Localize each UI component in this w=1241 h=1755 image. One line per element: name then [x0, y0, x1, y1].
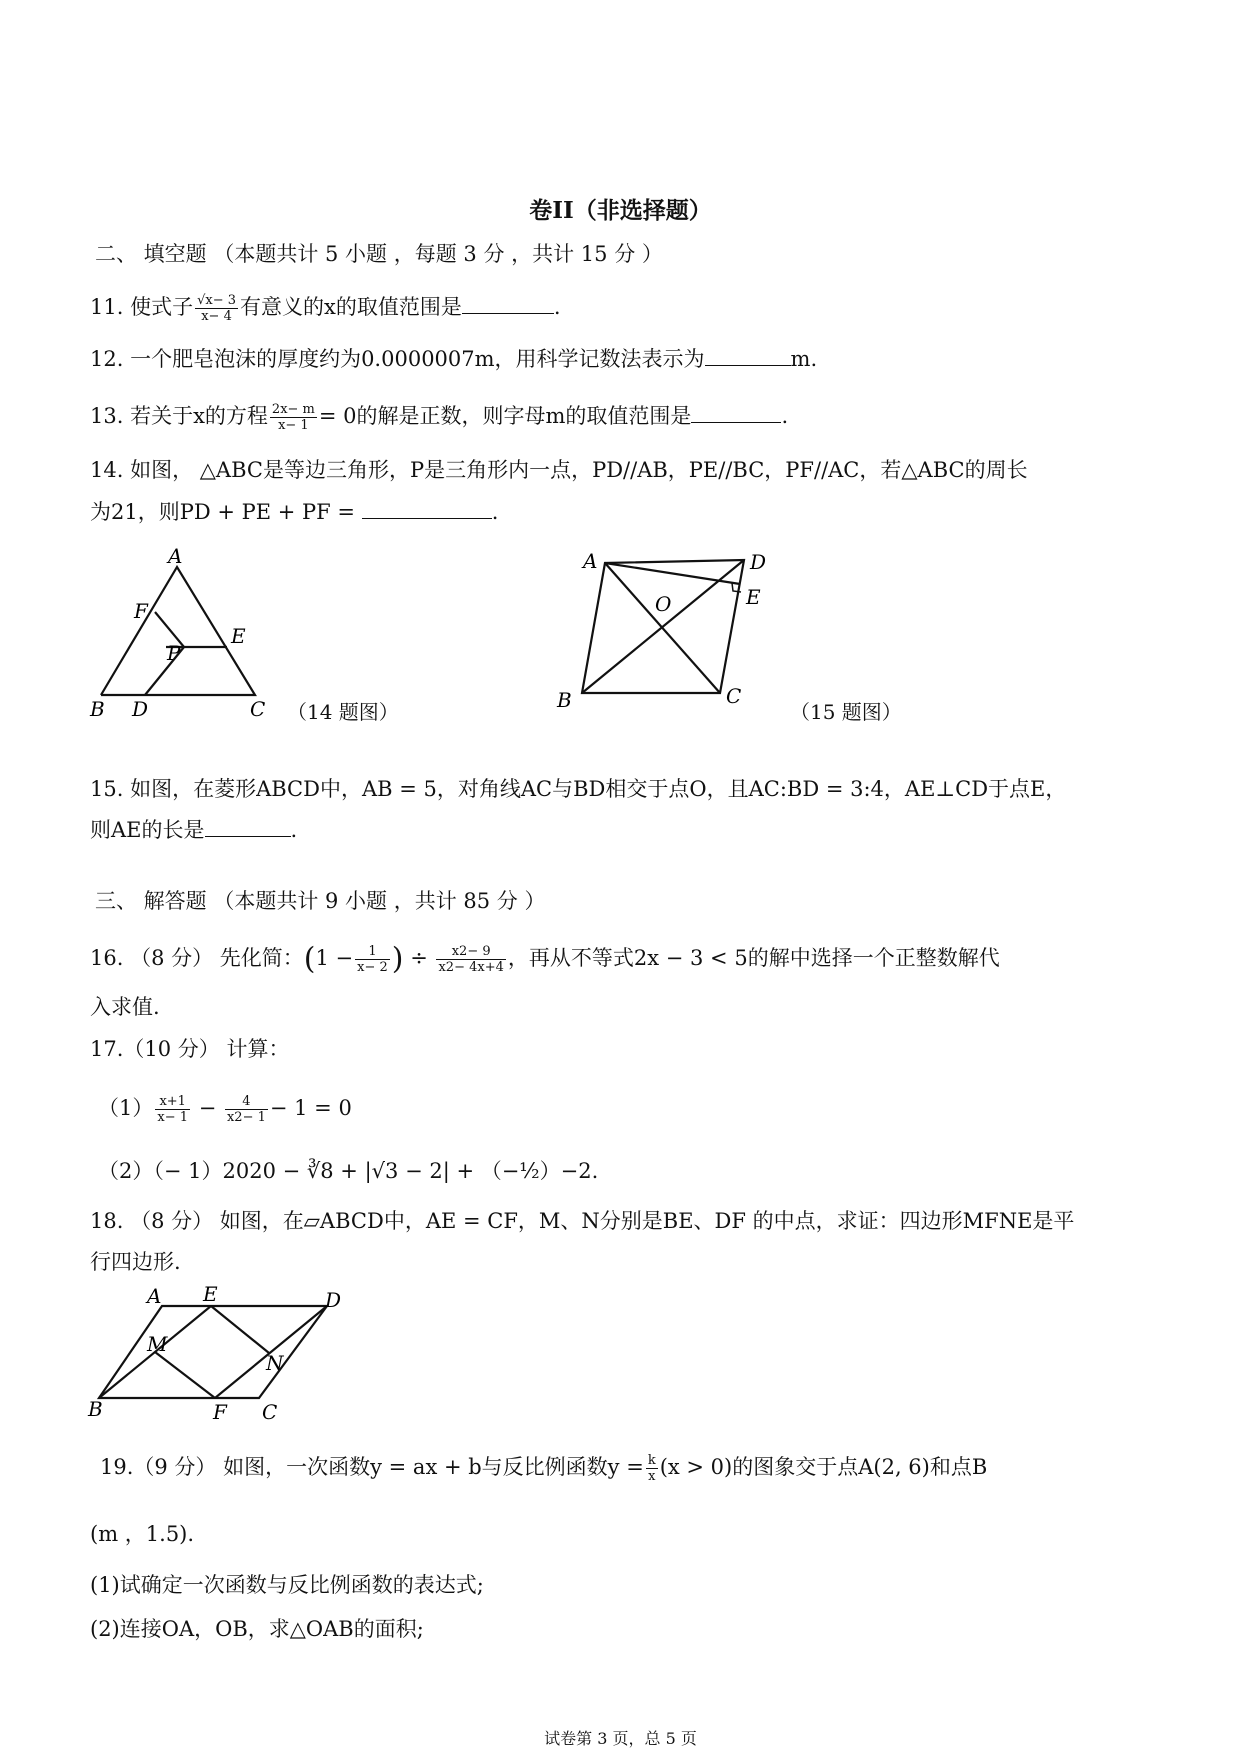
question-14-line-1: 14. 如图， △ABC是等边三角形，P是三角形内一点，PD//AB，PE//BC，PF//AC，若△ABC的周长 [90, 458, 1028, 482]
label-D: D [750, 550, 767, 574]
question-17-heading: 17.（10 分） 计算： [90, 1037, 290, 1061]
section-2-heading: 二、 填空题 （本题共计 5 小题 ，每题 3 分 ，共计 15 分 ） [95, 242, 663, 266]
label-D: D [132, 697, 149, 721]
label-A: A [147, 1284, 162, 1308]
figure-15-caption: （15 题图） [790, 700, 902, 724]
section-3-heading: 三、 解答题 （本题共计 9 小题 ，共计 85 分 ） [95, 889, 546, 913]
question-18-line-2: 行四边形. [90, 1250, 181, 1274]
question-19-line-2: (m ，1.5). [90, 1522, 195, 1546]
label-F: F [134, 599, 148, 623]
question-16-line-2: 入求值. [90, 995, 160, 1019]
q11-fraction: $\frac{√x- 3}{x- 4}$ [197, 293, 236, 324]
label-F: F [213, 1400, 227, 1424]
q13-fraction: $\frac{2x- m}{x- 1}$ [271, 402, 315, 433]
question-19-part-1: (1)试确定一次函数与反比例函数的表达式; [90, 1573, 484, 1597]
label-B: B [557, 688, 572, 712]
question-15-line-1: 15. 如图，在菱形ABCD中，AB = 5，对角线AC与BD相交于点O，且AC:BD = 3:4，AE⊥CD于点E， [90, 777, 1067, 801]
question-12: 12. 一个肥皂泡沫的厚度约为0.0000007m，用科学记数法表示为 m. [90, 347, 818, 371]
figure-14-caption: （14 题图） [287, 700, 399, 724]
label-C: C [250, 697, 266, 721]
label-E: E [746, 585, 761, 609]
label-C: C [262, 1400, 278, 1424]
question-14-line-2: 为21，则PD + PE + PF = . [90, 500, 499, 524]
label-B: B [88, 1397, 103, 1421]
label-M: M [147, 1332, 168, 1356]
label-E: E [231, 624, 246, 648]
question-17-part-1: （1） $\frac{x+1}{x- 1}$ − $\frac{4}{x2- 1}$ − 1 = 0 [98, 1094, 352, 1125]
question-13: 13. 若关于x的方程 $\frac{2x- m}{x- 1}$ = 0的解是正数，则字母m的取值范围是 . [90, 402, 789, 433]
question-19-line-1: 19.（9 分） 如图，一次函数y = ax + b与反比例函数y = $\frac{k}{x}$ (x > 0)的图象交于点A(2, 6)和点B [100, 1453, 988, 1484]
question-17-part-2: （2）（− 1）2020 − ∛8 + |√3 − 2| + （−½）−2. [98, 1159, 599, 1183]
question-18-line-1: 18. （8 分） 如图，在▱ABCD中，AE = CF，M、N分别是BE、DF 的中点，求证：四边形MFNE是平 [90, 1209, 1075, 1233]
question-16-line-1: 16. （8 分） 先化简：(1 − $\frac{1}{x- 2}$ ) ÷ $\frac{x2- 9}{x2- 4x+4}$ ，再从不等式2x − 3 < 5的解中选择一个正整数解代 [90, 941, 1000, 977]
question-15-line-2: 则AE的长是 . [90, 818, 298, 842]
label-P: P [167, 641, 181, 665]
label-N: N [266, 1351, 284, 1375]
label-E: E [203, 1282, 218, 1306]
question-19-part-2: (2)连接OA，OB，求△OAB的面积; [90, 1617, 424, 1641]
page-footer: 试卷第 3 页，总 5 页 [544, 1729, 697, 1748]
label-A: A [583, 549, 598, 573]
label-O: O [655, 592, 672, 616]
label-C: C [726, 684, 742, 708]
label-A: A [168, 544, 183, 568]
label-B: B [90, 697, 105, 721]
section-title: 卷II（非选择题） [529, 197, 712, 224]
question-11: 11. 使式子 $\frac{√x- 3}{x- 4}$ 有意义的x的取值范围是 . [90, 293, 561, 324]
label-D: D [325, 1288, 342, 1312]
